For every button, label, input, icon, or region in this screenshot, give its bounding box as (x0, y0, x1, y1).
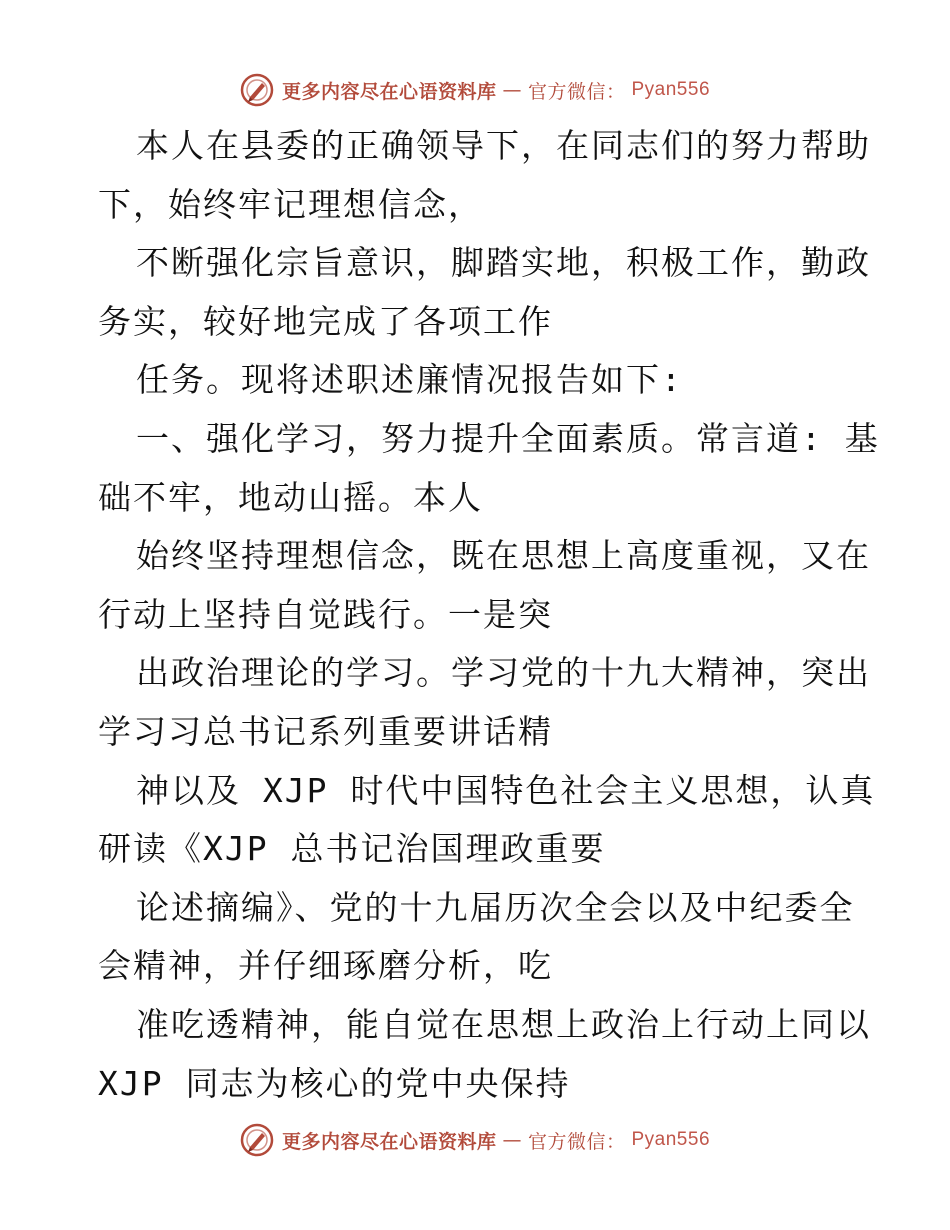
paragraph-line: 始终坚持理想信念，既在思想上高度重视，又在 (136, 536, 871, 576)
header-watermark-banner (0, 70, 950, 110)
paragraph-line: 任务。现将述职述廉情况报告如下: (136, 360, 683, 400)
paragraph-line: 准吃透精神，能自觉在思想上政治上行动上同以 (136, 1004, 871, 1044)
banner-separator: — (502, 1129, 522, 1151)
paragraph-line: 研读《XJP 总书记治国理政重要 (98, 829, 606, 869)
paragraph-line: 务实，较好地完成了各项工作 (98, 301, 553, 341)
paragraph-line: 行动上坚持自觉践行。一是突 (98, 594, 553, 634)
paragraph-line: 一、强化学习，努力提升全面素质。常言道: 基 (136, 418, 880, 458)
paragraph-line: 学习习总书记系列重要讲话精 (98, 711, 553, 751)
paragraph-line: 下，始终牢记理想信念， (98, 184, 483, 224)
paragraph-line: 础不牢，地动山摇。本人 (98, 477, 483, 517)
document-body (98, 117, 880, 1113)
paragraph-line: 神以及 XJP 时代中国特色社会主义思想，认真 (136, 770, 876, 810)
paragraph-line: XJP 同志为核心的党中央保持 (98, 1063, 571, 1103)
paragraph-line: 本人在县委的正确领导下，在同志们的努力帮助 (136, 126, 871, 165)
banner-brand-text: 更多内容尽在心语资料库 (281, 1130, 497, 1153)
paragraph-line: 论述摘编》、党的十九届历次全会以及中纪委全 (136, 887, 855, 927)
banner-official-label: 官方微信： (527, 1130, 626, 1153)
paragraph-line: 不断强化宗旨意识，脚踏实地，积极工作，勤政 (136, 243, 871, 283)
banner-wechat-id: Pyan556 (631, 79, 711, 100)
banner-brand-text: 更多内容尽在心语资料库 (281, 80, 497, 103)
banner-official-label: 官方微信： (527, 80, 626, 103)
pen-nib-logo-icon (240, 73, 274, 107)
paragraph-line: 会精神，并仔细琢磨分析，吃 (98, 946, 553, 986)
banner-separator: — (502, 79, 522, 101)
pen-nib-logo-icon (240, 1123, 274, 1157)
banner-wechat-id: Pyan556 (631, 1129, 711, 1150)
footer-watermark-banner (0, 1120, 950, 1160)
paragraph-line: 出政治理论的学习。学习党的十九大精神，突出 (136, 653, 871, 693)
